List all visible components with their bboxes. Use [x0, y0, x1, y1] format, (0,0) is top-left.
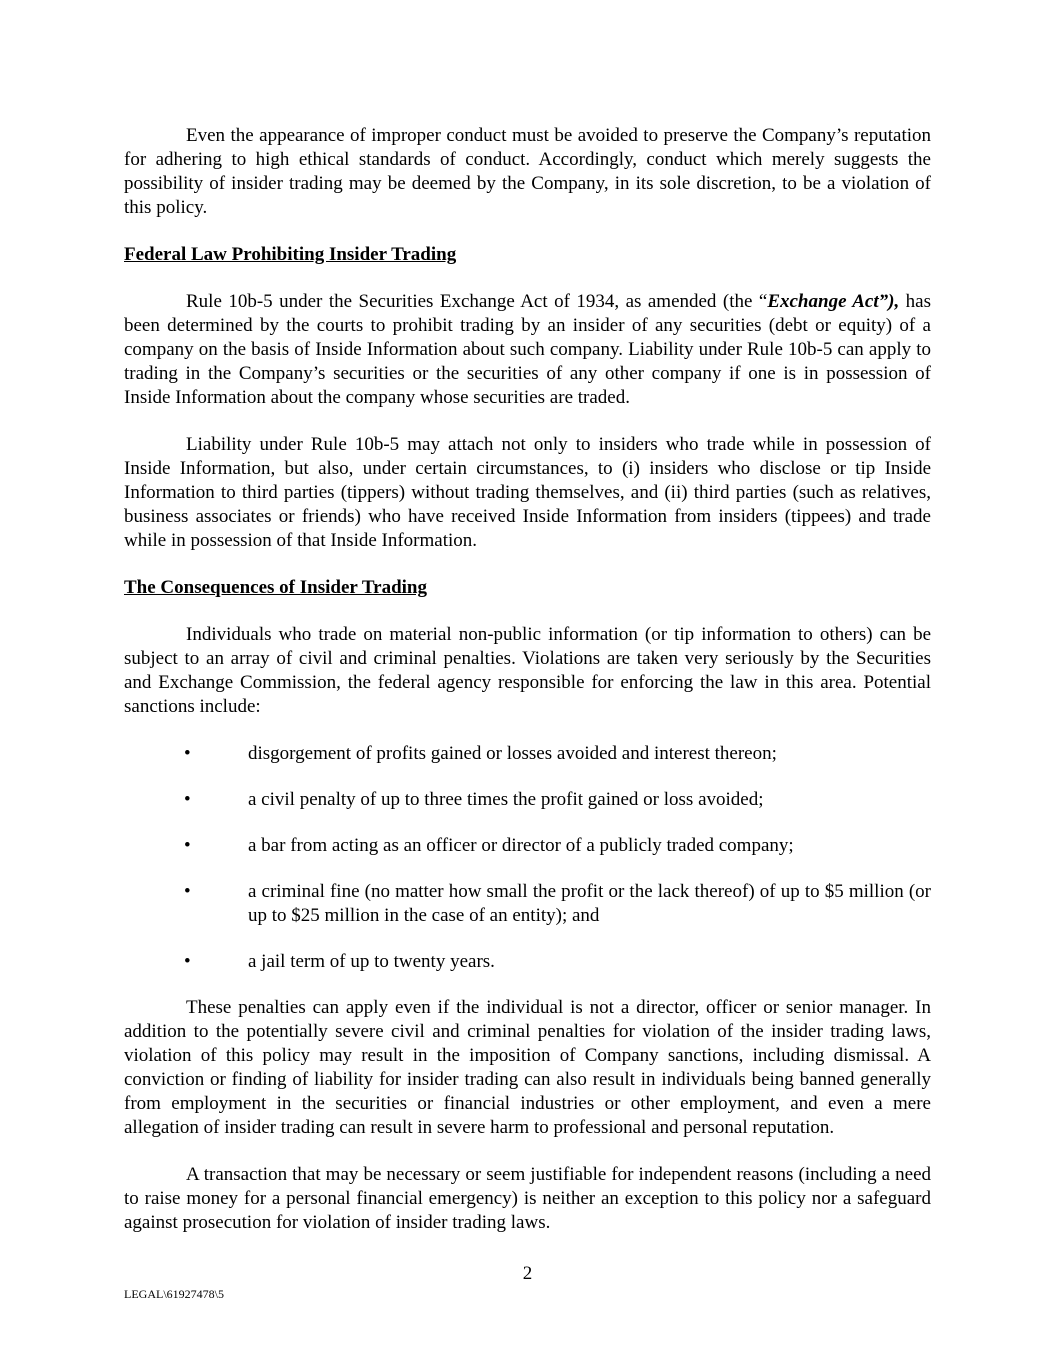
document-id: LEGAL\61927478\5 [124, 1287, 224, 1301]
list-item [124, 880, 931, 928]
bullet-icon: • [184, 835, 191, 856]
list-item [124, 950, 931, 974]
intro-paragraph: Even the appearance of improper conduct must be avoided to preserve the Company’s reputation for adhering to high ethical standards of conduct. Accordingly, conduct which merely suggests the possibility of insider trading may be deemed by the Company, in its sole discretion, to be a violation of this policy. [124, 125, 931, 218]
list-item [124, 834, 931, 858]
list-item-text: disgorgement of profits gained or losses avoided and interest thereon; [248, 743, 777, 764]
list-item-text: a criminal fine (no matter how small the profit or the lack thereof) of up to $5 million (or up to $25 million in the case of an entity); and [248, 881, 931, 926]
page-number: 2 [522, 1263, 533, 1284]
bullet-icon: • [184, 743, 191, 764]
list-item [124, 742, 931, 766]
section-heading-consequences: The Consequences of Insider Trading [124, 577, 427, 598]
list-item [124, 788, 931, 812]
list-item-text: a bar from acting as an officer or director of a publicly traded company; [248, 835, 794, 856]
federal-law-text-rest: has been determined by the courts to prohibit trading by an insider of any securities (debt or equity) of a company on the basis of Inside Information about such company. Liability under Rule 10b-5 can apply to trading in the Company’s securities or the securities of any other company if one is in possession of Inside Information about the company whose securities are traded. [124, 291, 932, 408]
bullet-icon: • [184, 789, 191, 810]
consequences-paragraph-1: Individuals who trade on material non-public information (or tip information to others) can be subject to an array of civil and criminal penalties. Violations are taken very seriously by the Securities and Exchange Commission, the federal agency responsible for enforcing the law in this area. Potential sanctions include: [124, 624, 931, 717]
consequences-paragraph-3: A transaction that may be necessary or seem justifiable for independent reasons (including a need to raise money for a personal financial emergency) is neither an exception to this policy nor a safeguard against prosecution for violation of insider trading laws. [124, 1164, 931, 1233]
exchange-act-defined-term: Exchange Act”), [767, 291, 900, 312]
document-page [124, 124, 931, 1258]
federal-law-text-lead: Rule 10b-5 under the Securities Exchange Act of 1934, as amended (the “ [186, 291, 768, 312]
federal-law-paragraph-2: Liability under Rule 10b-5 may attach not only to insiders who trade while in possession of Inside Information, but also, under certain circumstances, to (i) insiders who disclose or tip Inside Information to third parties (tippers) without trading themselves, and (ii) third parties (such as relatives, business associates or friends) who have received Inside Information from insiders (tippees) and trade while in possession of that Inside Information. [124, 434, 931, 551]
bullet-icon: • [184, 881, 191, 902]
section-heading-federal-law: Federal Law Prohibiting Insider Trading [124, 244, 457, 265]
sanctions-list [124, 742, 931, 974]
list-item-text: a civil penalty of up to three times the profit gained or loss avoided; [248, 789, 764, 810]
bullet-icon: • [184, 951, 191, 972]
consequences-paragraph-2: These penalties can apply even if the individual is not a director, officer or senior manager. In addition to the potentially severe civil and criminal penalties for violation of the insider trading laws, violation of this policy may result in the imposition of Company sanctions, including dismissal. A conviction or finding of liability for insider trading can also result in individuals being banned generally from employment in the securities or financial industries or other employment, and even a mere allegation of insider trading can result in severe harm to professional and personal reputation. [124, 997, 931, 1138]
federal-law-paragraph-1 [124, 290, 931, 410]
list-item-text: a jail term of up to twenty years. [248, 951, 495, 972]
